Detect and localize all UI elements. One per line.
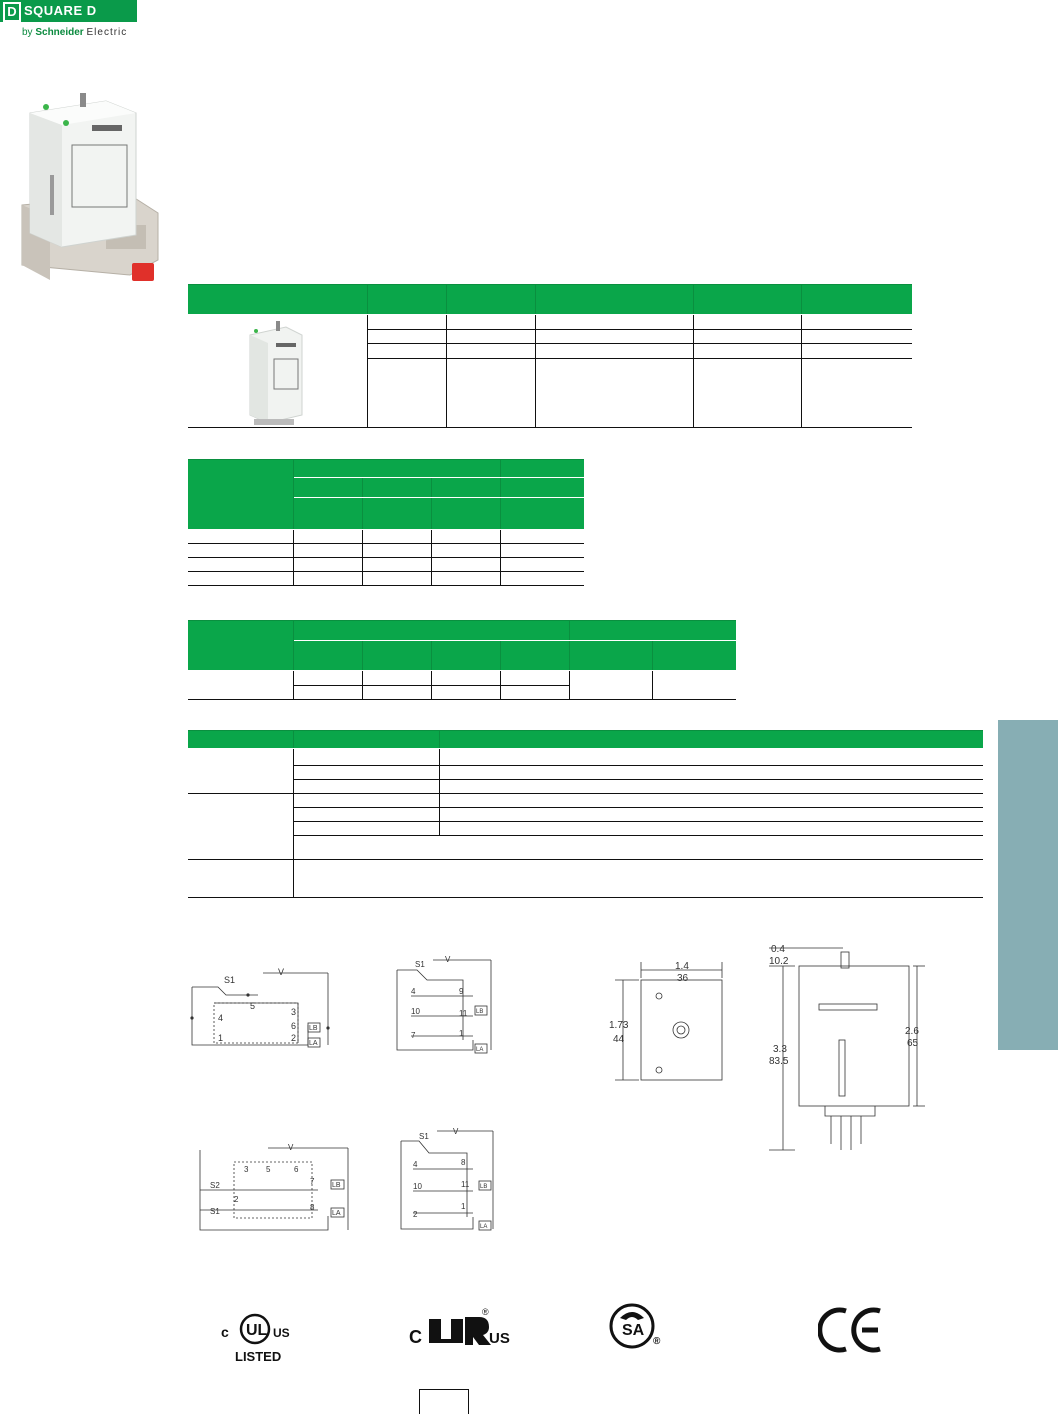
wiring-diagram-4 [393, 1125, 503, 1240]
brand-subline [22, 27, 127, 38]
svg-text:®: ® [653, 1336, 661, 1347]
svg-text:11: 11 [461, 1180, 470, 1189]
height-in: 1.73 [609, 1020, 629, 1031]
svg-text:2: 2 [291, 1033, 297, 1043]
ul-recognized-icon [405, 1305, 520, 1353]
svg-text:3: 3 [244, 1165, 249, 1174]
svg-text:7: 7 [411, 1031, 416, 1040]
product-photo [10, 85, 170, 300]
body-in: 2.6 [905, 1026, 919, 1037]
svg-text:4: 4 [411, 987, 416, 996]
knob-in: 0.4 [771, 944, 785, 955]
table-row [188, 544, 584, 558]
ul-listed-icon [215, 1305, 295, 1365]
svg-text:5: 5 [266, 1165, 271, 1174]
svg-text:1: 1 [218, 1033, 224, 1043]
dimension-side-view [765, 940, 935, 1155]
ur-us: US [489, 1330, 510, 1347]
ul-c: c [221, 1324, 229, 1340]
s1-label-3: S1 [210, 1207, 220, 1216]
lb-label: LB [309, 1025, 318, 1032]
s1-label-4: S1 [419, 1132, 429, 1141]
brand-company: Schneider [35, 27, 84, 38]
table-header-row [188, 621, 736, 641]
svg-text:2: 2 [234, 1195, 239, 1204]
page-number-box [419, 1389, 469, 1414]
wiring-diagram-3 [188, 1140, 358, 1240]
svg-text:1: 1 [461, 1202, 466, 1211]
table-row [188, 315, 912, 330]
table-row [188, 749, 983, 766]
ul-listed-label: LISTED [235, 1349, 282, 1364]
svg-text:6: 6 [291, 1021, 297, 1031]
svg-text:9: 9 [459, 987, 464, 996]
brand-logo [0, 0, 137, 22]
csa-icon [608, 1302, 668, 1352]
total-in: 3.3 [773, 1044, 787, 1055]
v-label-3: V [288, 1143, 294, 1152]
v-label-2: V [445, 955, 451, 964]
ur-c: C [409, 1327, 422, 1347]
specifications-table [188, 730, 983, 898]
svg-text:2: 2 [413, 1210, 418, 1219]
logo-mark: D [3, 2, 21, 22]
table-row [188, 836, 983, 860]
svg-text:11: 11 [459, 1009, 468, 1018]
total-mm: 83.5 [769, 1056, 789, 1067]
svg-text:5: 5 [250, 1001, 256, 1011]
v-label-4: V [453, 1127, 459, 1136]
s1-label: S1 [224, 975, 236, 985]
brand-company-suffix: Electric [86, 27, 128, 38]
width-in: 1.4 [675, 961, 689, 972]
lb-label-3: LB [332, 1182, 341, 1189]
svg-text:8: 8 [461, 1158, 466, 1167]
table-row [188, 822, 983, 836]
table-header-row [188, 285, 912, 315]
table-header-row [188, 460, 584, 478]
socket-table [188, 620, 736, 700]
svg-text:7: 7 [310, 1177, 315, 1186]
lb-label-4: LB [480, 1184, 488, 1190]
section-side-tab [998, 720, 1058, 1050]
relay-thumbnail [246, 319, 306, 427]
la-label-3: LA [332, 1210, 341, 1217]
svg-text:UL: UL [246, 1322, 268, 1339]
body-mm: 65 [907, 1038, 919, 1049]
table-row [188, 766, 983, 780]
ratings-table [188, 459, 584, 586]
selection-table [188, 284, 912, 428]
table-row [188, 794, 983, 808]
la-label-4: LA [480, 1224, 488, 1230]
table-row [188, 860, 983, 898]
svg-text:8: 8 [310, 1203, 315, 1212]
svg-text:®: ® [482, 1307, 489, 1317]
ul-us: US [273, 1326, 290, 1340]
table-row [188, 530, 584, 544]
wiring-diagram-1 [188, 963, 338, 1053]
table-row [188, 572, 584, 586]
width-mm: 36 [677, 973, 689, 984]
s2-label: S2 [210, 1181, 220, 1190]
svg-text:3: 3 [291, 1007, 297, 1017]
svg-text:10: 10 [413, 1182, 422, 1191]
brand-by: by [22, 27, 33, 38]
wiring-diagram-2 [393, 950, 503, 1060]
table-row [188, 808, 983, 822]
s1-label-2: S1 [415, 960, 425, 969]
svg-text:4: 4 [218, 1013, 224, 1023]
table-row [188, 671, 736, 686]
dimension-front-view [605, 960, 735, 1085]
la-label-2: LA [476, 1047, 484, 1053]
v-label: V [278, 967, 285, 977]
svg-text:4: 4 [413, 1160, 418, 1169]
svg-text:SA: SA [622, 1322, 645, 1339]
svg-text:10: 10 [411, 1007, 420, 1016]
ce-mark-icon [818, 1305, 888, 1355]
svg-text:1: 1 [459, 1029, 464, 1038]
table-header-row [188, 731, 983, 749]
brand-name: SQUARE D [24, 3, 97, 18]
lb-label-2: LB [476, 1009, 484, 1015]
table-row [188, 558, 584, 572]
knob-mm: 10.2 [769, 956, 789, 967]
table-row [188, 780, 983, 794]
la-label: LA [309, 1040, 318, 1047]
ce-text: CE [818, 1305, 820, 1306]
relay-image-cell [188, 315, 367, 428]
height-mm: 44 [613, 1034, 625, 1045]
svg-text:6: 6 [294, 1165, 299, 1174]
